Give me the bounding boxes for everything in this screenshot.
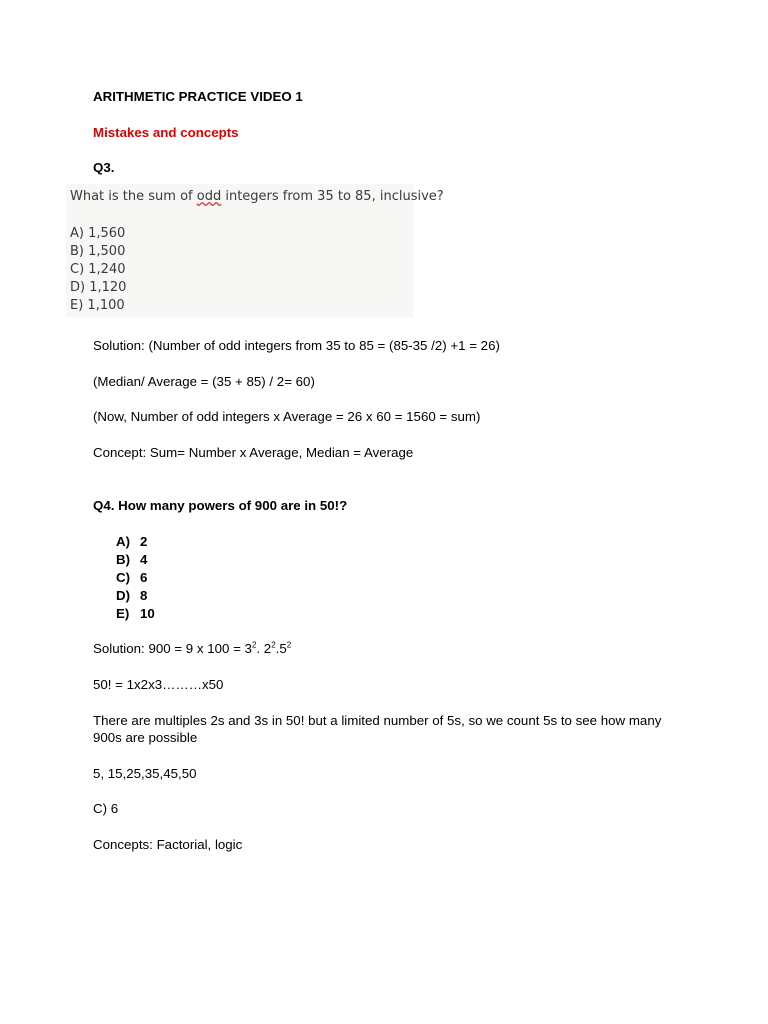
- q4-option-a: A) 2: [116, 534, 148, 549]
- q3-solution-line-3: (Now, Number of odd integers x Average = 26 x 60 = 1560 = sum): [93, 409, 481, 424]
- q4-factorial-line: 50! = 1x2x3………x50: [93, 677, 224, 692]
- q3-option-a: A) 1,560: [70, 226, 126, 241]
- q3-option-d: D) 1,120: [70, 280, 127, 295]
- q3-solution-line-1: Solution: (Number of odd integers from 35 to 85 = (85-35 /2) +1 = 26): [93, 338, 500, 353]
- section-subtitle: Mistakes and concepts: [93, 125, 239, 140]
- q3-label: Q3.: [93, 160, 115, 175]
- q4-option-d: D) 8: [116, 588, 148, 603]
- document-title: ARITHMETIC PRACTICE VIDEO 1: [93, 89, 303, 104]
- q4-option-b: B) 4: [116, 552, 148, 567]
- q3-concept: Concept: Sum= Number x Average, Median = Average: [93, 445, 414, 460]
- q4-question: Q4. How many powers of 900 are in 50!?: [93, 498, 348, 513]
- q4-option-c: C) 6: [116, 570, 148, 585]
- q3-option-c: C) 1,240: [70, 262, 126, 277]
- q4-explanation: There are multiples 2s and 3s in 50! but a limited number of 5s, so we count 5s to see how many 900s are possible: [93, 713, 662, 745]
- q4-multiples: 5, 15,25,35,45,50: [93, 766, 197, 781]
- q3-question-image: [66, 184, 444, 317]
- q4-answer: C) 6: [93, 801, 119, 816]
- q3-question-text: What is the sum of odd integers from 35 to 85, inclusive?: [70, 189, 444, 204]
- q3-option-b: B) 1,500: [70, 244, 126, 259]
- q3-option-e: E) 1,100: [70, 298, 125, 313]
- q4-solution: Solution: 900 = 9 x $100 = 3^2$. $2^2.5^2$: [93, 640, 292, 656]
- q4-option-e: E) 10: [116, 606, 155, 621]
- q4-concepts: Concepts: Factorial, logic: [93, 837, 243, 852]
- q3-solution-line-2: (Median/ Average = (35 + 85) / 2= 60): [93, 374, 315, 389]
